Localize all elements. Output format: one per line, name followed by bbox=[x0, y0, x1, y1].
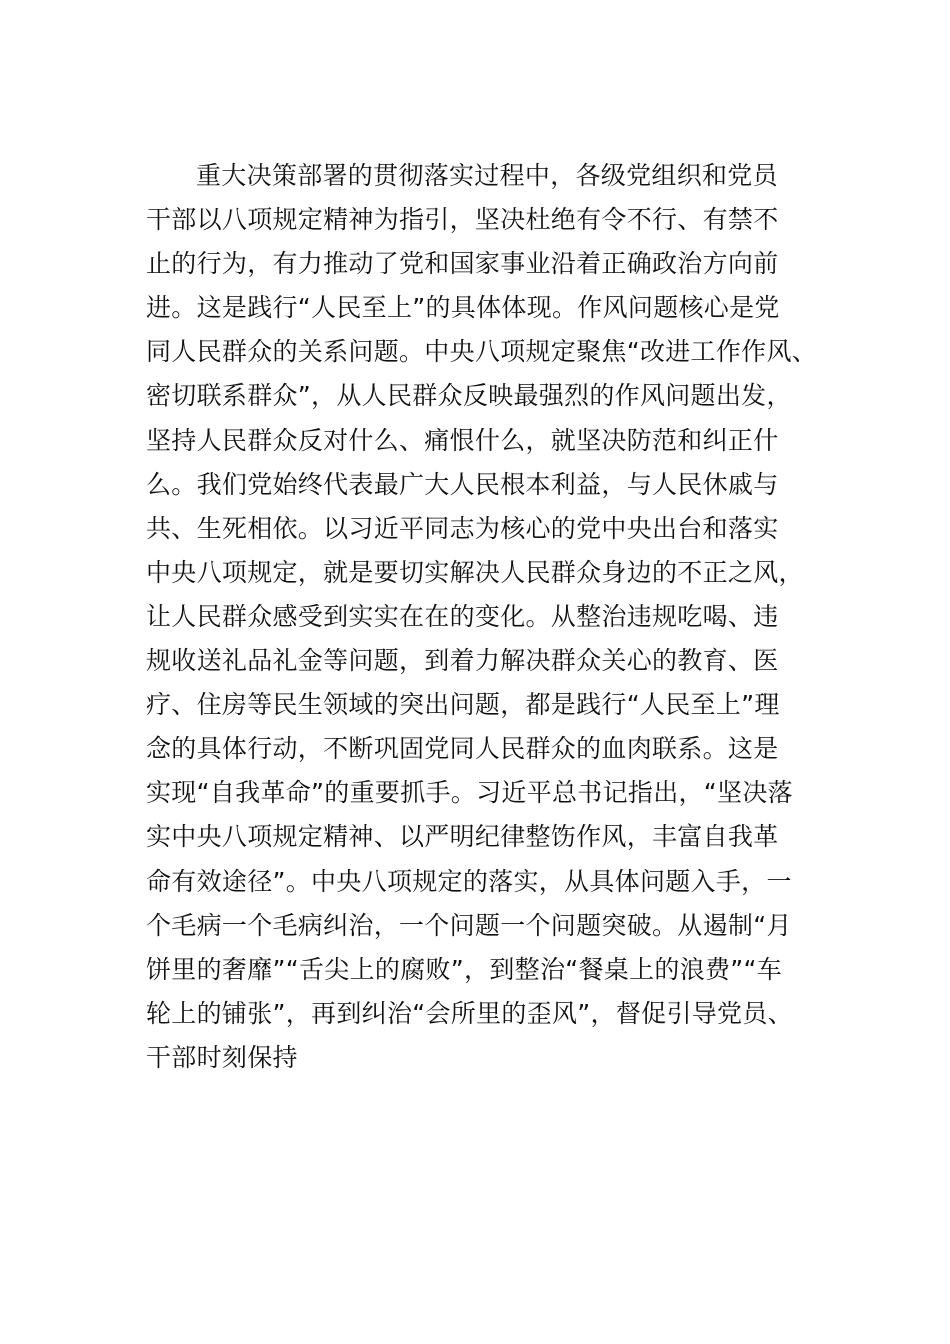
paragraph-line: 坚持人民群众反对什么、痛恨什么，就坚决防范和纠正什 bbox=[146, 425, 779, 455]
paragraph-line: 止的行为，有力推动了党和国家事业沿着正确政治方向前 bbox=[146, 249, 779, 279]
paragraph-line: 轮上的铺张”，再到纠治“会所里的歪风”，督促引导党员、 bbox=[146, 998, 793, 1028]
paragraph-line: 念的具体行动，不断巩固党同人民群众的血肉联系。这是 bbox=[146, 734, 779, 764]
paragraph-line: 实中央八项规定精神、以严明纪律整饬作风，丰富自我革 bbox=[146, 822, 779, 852]
paragraph-line: 实现“自我革命”的重要抓手。习近平总书记指出，“坚决落 bbox=[146, 778, 793, 808]
paragraph-line: 同人民群众的关系问题。中央八项规定聚焦“改进工作作风、 bbox=[146, 337, 818, 367]
paragraph-line: 中央八项规定，就是要切实解决人民群众身边的不正之风， bbox=[146, 557, 804, 587]
paragraph-line: 么。我们党始终代表最广大人民根本利益，与人民休戚与 bbox=[146, 469, 779, 499]
paragraph-line: 让人民群众感受到实实在在的变化。从整治违规吃喝、违 bbox=[146, 601, 779, 631]
paragraph-line: 重大决策部署的贯彻落实过程中，各级党组织和党员 bbox=[196, 161, 778, 190]
paragraph-line: 命有效途径”。中央八项规定的落实，从具体问题入手，一 bbox=[146, 866, 792, 896]
paragraph-line: 饼里的奢靡”“舌尖上的腐败”，到整治“餐桌上的浪费”“车 bbox=[146, 954, 783, 984]
paragraph-line: 共、生死相依。以习近平同志为核心的党中央出台和落实 bbox=[146, 513, 779, 543]
paragraph-line: 个毛病一个毛病纠治，一个问题一个问题突破。从遏制“月 bbox=[146, 910, 792, 940]
paragraph-line: 密切联系群众”，从人民群众反映最强烈的作风问题出发， bbox=[146, 381, 792, 411]
paragraph-line: 进。这是践行“人民至上”的具体体现。作风问题核心是党 bbox=[146, 293, 780, 323]
paragraph-line: 疗、住房等民生领域的突出问题，都是践行“人民至上”理 bbox=[146, 690, 780, 720]
paragraph-line: 干部时刻保持 bbox=[146, 1042, 298, 1072]
paragraph-line: 规收送礼品礼金等问题，到着力解决群众关心的教育、医 bbox=[146, 646, 779, 676]
body-paragraph bbox=[146, 154, 826, 1080]
paragraph-line: 干部以八项规定精神为指引，坚决杜绝有令不行、有禁不 bbox=[146, 205, 779, 235]
